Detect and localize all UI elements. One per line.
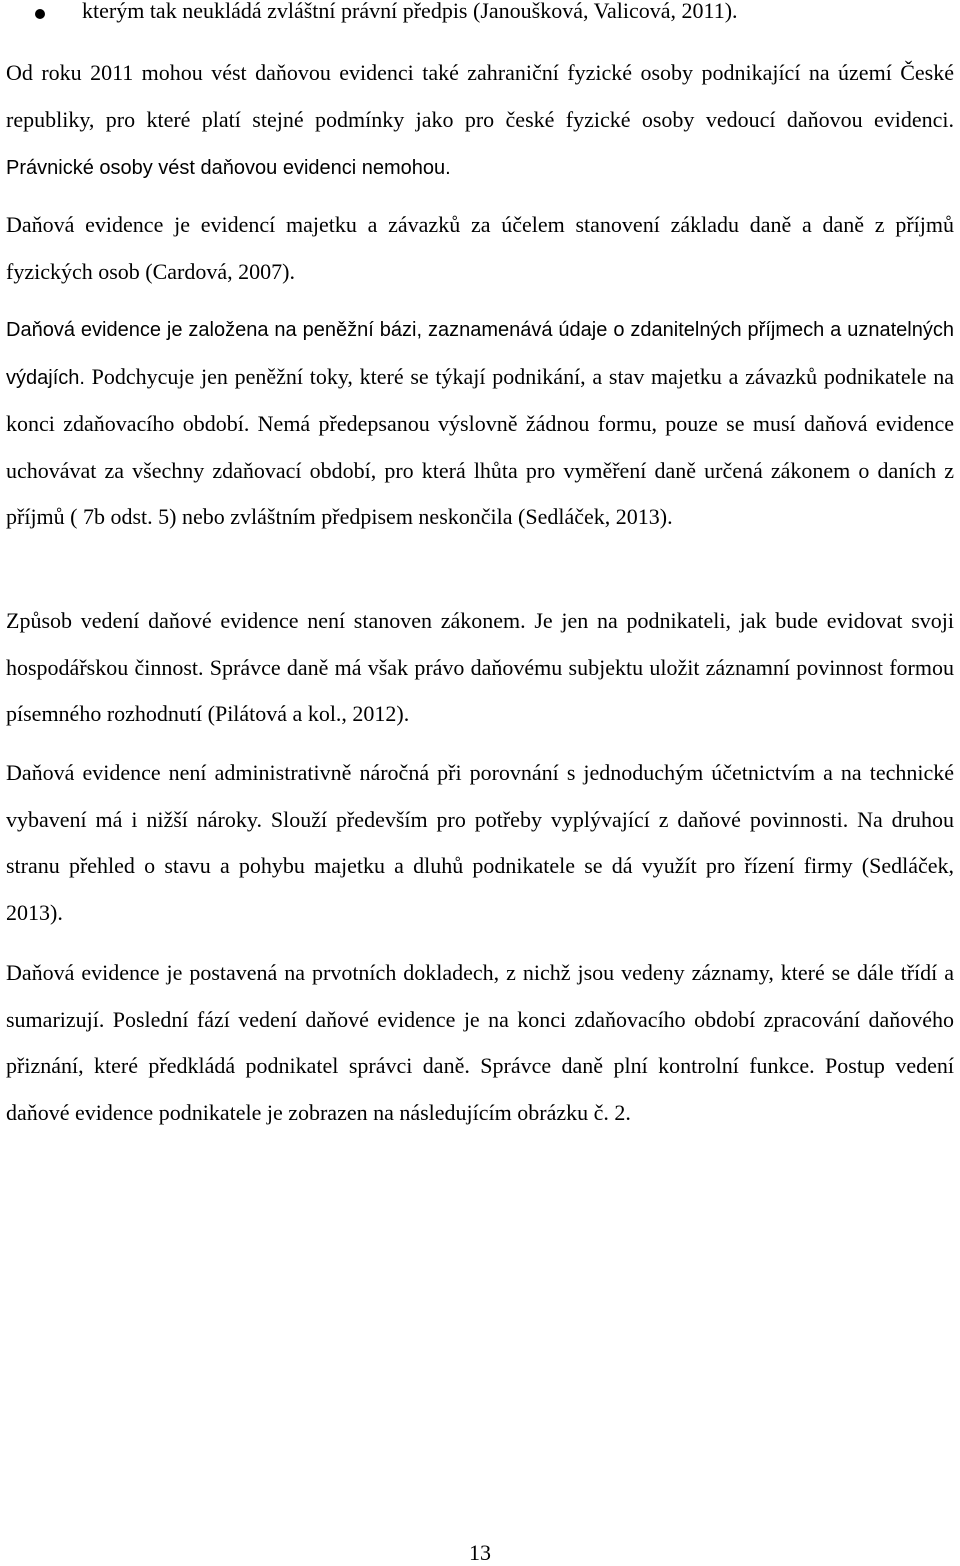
paragraph-cash-basis (6, 306, 954, 541)
bullet-list-item (0, 0, 960, 30)
paragraph-primary-documents (6, 950, 954, 1136)
paragraph-text-sans: Právnické osoby vést daňovou evidenci nemohou. (6, 157, 451, 179)
paragraph-text: Daňová evidence není administrativně náročná při porovnání s jednoduchým účetnictvím a na technické vybavení má i nižší nároky. Slouží především pro potřeby vyplývající z daňové povinnosti. Na druhou stranu přehled o stavu a pohybu majetku a dluhů podnikatele se dá využít pro řízení firmy (Sedláček, 2013). (6, 760, 954, 925)
paragraph-text: Od roku 2011 mohou vést daňovou evidenci také zahraniční fyzické osoby podnikající na území České republiky, pro které platí stejné podmínky jako pro české fyzické osoby vedoucí daňovou evidenci. (6, 60, 954, 132)
bullet-text: kterým tak neukládá zvláštní právní předpis (Janoušková, Valicová, 2011). (82, 0, 738, 23)
paragraph-text: Podchycuje jen peněžní toky, které se týkají podnikání, a stav majetku a závazků podnikatele na konci zdaňovacího období. Nemá předepsanou výslovně žádnou formu, pouze se musí daňová evidence uchovávat za všechny zdaňovací období, pro která lhůta pro vyměření daně určená zákonem o daních z příjmů ( 7b odst. 5) nebo zvláštním předpisem neskončila (Sedláček, 2013). (6, 363, 954, 529)
paragraph-text: Daňová evidence je evidencí majetku a závazků za účelem stanovení základu daně a daně z příjmů fyzických osob (Cardová, 2007). (6, 212, 954, 284)
bullet-icon (35, 9, 45, 19)
page-number: 13 (469, 1540, 491, 1565)
paragraph-text: Způsob vedení daňové evidence není stanoven zákonem. Je jen na podnikateli, jak bude evidovat svoji hospodářskou činnost. Správce daně má však právo daňovému subjektu uložit záznamní povinnost formou písemného rozhodnutí (Pilátová a kol., 2012). (6, 608, 954, 726)
paragraph-definition (6, 202, 954, 295)
paragraph-text: Daňová evidence je postavená na prvotních dokladech, z nichž jsou vedeny záznamy, které se dále třídí a sumarizují. Poslední fází vedení daňové evidence je na konci zdaňovacího období zpracování daňového přiznání, které předkládá podnikatel správci daně. Správce daně plní kontrolní funkce. Postup vedení daňové evidence podnikatele je zobrazen na následujícím obrázku č. 2. (6, 960, 954, 1125)
paragraph-text-sans: Daňová evidence je založena na peněžní bázi, zaznamenává údaje o zdanitelných příjmech a uznatelných výdajích. (6, 319, 954, 389)
paragraph-method (6, 598, 954, 738)
paragraph-foreign-persons (6, 50, 954, 192)
paragraph-comparison (6, 750, 954, 936)
